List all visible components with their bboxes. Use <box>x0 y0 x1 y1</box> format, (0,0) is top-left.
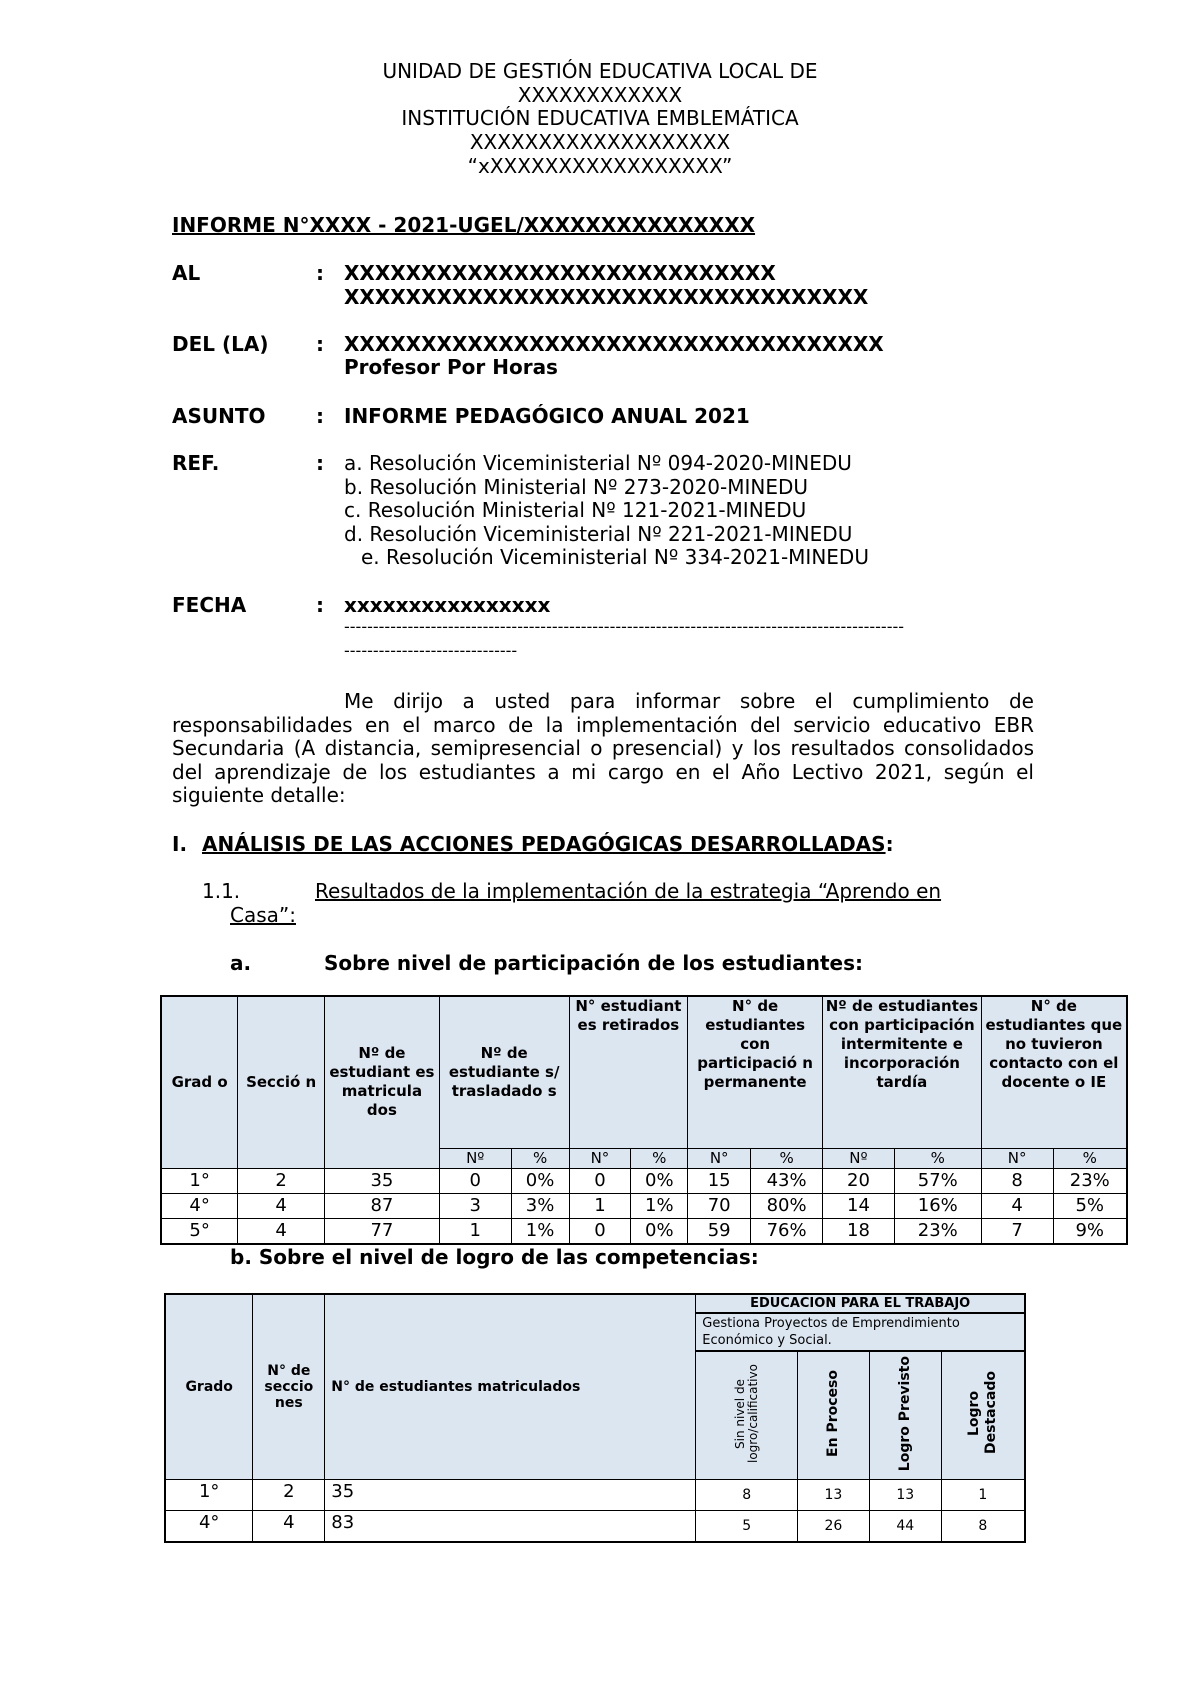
table-cell: 8 <box>941 1510 1025 1542</box>
table-cell: 57% <box>894 1168 981 1193</box>
t2-header-matriculados: N° de estudiantes matriculados <box>325 1294 696 1479</box>
table-cell: 3% <box>511 1193 569 1218</box>
table-cell: 70 <box>688 1193 751 1218</box>
ref-item-d: d. Resolución Viceministerial Nº 221-2021-MINEDU <box>344 522 853 546</box>
header-line-2: XXXXXXXXXXXX <box>517 83 683 107</box>
del-value-1: XXXXXXXXXXXXXXXXXXXXXXXXXXXXXXXXXXX <box>344 332 884 356</box>
ref-item-c: c. Resolución Ministerial Nº 121-2021-MINEDU <box>344 498 807 522</box>
fecha-colon: : <box>316 593 324 617</box>
section-1-heading <box>202 833 894 856</box>
table-cell: 77 <box>325 1218 440 1244</box>
al-colon: : <box>316 261 324 285</box>
table-cell: 0 <box>569 1168 631 1193</box>
del-colon: : <box>316 332 324 356</box>
item-a-letter: a. <box>230 951 252 975</box>
item-b-title: b. Sobre el nivel de logro de las competencias: <box>230 1245 759 1269</box>
subsection-number: 1.1. <box>202 879 241 903</box>
subheader-cell: Nº <box>439 1148 511 1168</box>
subheader-cell: % <box>511 1148 569 1168</box>
competencies-table <box>164 1293 1026 1543</box>
table-row <box>165 1479 1025 1510</box>
table-row <box>161 1193 1127 1218</box>
header-intermitente: Nº de estudiantes con participación intermitente e incorporación tardía <box>823 996 982 1148</box>
table-cell: 13 <box>798 1479 870 1510</box>
table-cell: 59 <box>688 1218 751 1244</box>
table-cell: 80% <box>751 1193 823 1218</box>
table-cell: 0 <box>439 1168 511 1193</box>
table-cell: 43% <box>751 1168 823 1193</box>
subheader-cell: N° <box>688 1148 751 1168</box>
table-cell: 1% <box>511 1218 569 1244</box>
table-cell: 0% <box>631 1218 688 1244</box>
table-cell: 5 <box>696 1510 798 1542</box>
table-cell: 20 <box>823 1168 895 1193</box>
table-cell: 1° <box>165 1479 253 1510</box>
table-cell: 4 <box>253 1510 325 1542</box>
table-cell: 0% <box>631 1168 688 1193</box>
table-cell: 3 <box>439 1193 511 1218</box>
t2-header-grado: Grado <box>165 1294 253 1479</box>
header-retirados: N° estudiant es retirados <box>569 996 688 1148</box>
table-cell: 1% <box>631 1193 688 1218</box>
separator-line-2: ------------------------------ <box>344 641 518 660</box>
intro-paragraph: Me dirijo a usted para informar sobre el cumplimiento de responsabilidades en el marco de la implementación del servicio educativo EBR Secundaria (A distancia, semipresencial o presencial) y los resultados consolidados del aprendizaje de los estudiantes a mi cargo en el Año Lectivo 2021, según el siguiente detalle: <box>172 689 1034 808</box>
header-grado: Grad o <box>161 996 238 1168</box>
t2-en-proceso-label: En Proceso <box>825 1369 842 1457</box>
table-cell: 35 <box>325 1479 696 1510</box>
header-sin-contacto: N° de estudiantes que no tuvieron contacto con el docente o IE <box>981 996 1127 1148</box>
table-cell: 7 <box>981 1218 1053 1244</box>
asunto-colon: : <box>316 404 324 428</box>
table-cell: 4° <box>161 1193 238 1218</box>
table-row <box>161 1168 1127 1193</box>
table-cell: 0 <box>569 1218 631 1244</box>
ref-label: REF. <box>172 451 220 475</box>
table-cell: 23% <box>894 1218 981 1244</box>
del-value-2: Profesor Por Horas <box>344 355 558 379</box>
t2-header-logro-previsto <box>869 1351 941 1479</box>
table-cell: 0% <box>511 1168 569 1193</box>
table-cell: 2 <box>238 1168 325 1193</box>
al-value-1: XXXXXXXXXXXXXXXXXXXXXXXXXXXX <box>344 261 776 285</box>
item-a-title: Sobre nivel de participación de los estudiantes: <box>324 951 863 975</box>
informe-title: INFORME N°XXXX - 2021-UGEL/XXXXXXXXXXXXXXX <box>172 213 756 237</box>
table-cell: 15 <box>688 1168 751 1193</box>
al-value-2: XXXXXXXXXXXXXXXXXXXXXXXXXXXXXXXXXX <box>344 285 869 309</box>
header-trasladados: Nº de estudiante s/ trasladado s <box>439 996 569 1148</box>
al-label: AL <box>172 261 201 285</box>
table-cell: 8 <box>696 1479 798 1510</box>
asunto-value: INFORME PEDAGÓGICO ANUAL 2021 <box>344 404 750 428</box>
table-cell: 1 <box>941 1479 1025 1510</box>
table-cell: 5° <box>161 1218 238 1244</box>
header-line-1: UNIDAD DE GESTIÓN EDUCATIVA LOCAL DE <box>382 59 818 83</box>
t2-header-logro-destacado <box>941 1351 1025 1479</box>
table-cell: 1 <box>569 1193 631 1218</box>
table-cell: 4° <box>165 1510 253 1542</box>
ref-item-e: e. Resolución Viceministerial Nº 334-2021-MINEDU <box>361 545 869 569</box>
header-line-5: “xXXXXXXXXXXXXXXXXX” <box>467 154 733 178</box>
t2-sin-nivel-label: Sin nivel de logro/calificativo <box>732 1364 760 1464</box>
t2-header-competencia: Gestiona Proyectos de Emprendimiento Económico y Social. <box>696 1313 1025 1351</box>
ref-item-a: a. Resolución Viceministerial Nº 094-2020-MINEDU <box>344 451 852 475</box>
table-row <box>165 1510 1025 1542</box>
subsection-title-2: Casa”: <box>230 903 296 927</box>
table-cell: 5% <box>1053 1193 1127 1218</box>
section-1-number: I. <box>172 832 188 856</box>
table-cell: 87 <box>325 1193 440 1218</box>
asunto-label: ASUNTO <box>172 404 266 428</box>
table-cell: 14 <box>823 1193 895 1218</box>
fecha-label: FECHA <box>172 593 247 617</box>
table-cell: 1 <box>439 1218 511 1244</box>
table-cell: 16% <box>894 1193 981 1218</box>
table-cell: 4 <box>981 1193 1053 1218</box>
table-cell: 76% <box>751 1218 823 1244</box>
header-line-4: XXXXXXXXXXXXXXXXXXX <box>469 130 731 154</box>
subheader-cell: N° <box>569 1148 631 1168</box>
table-cell: 8 <box>981 1168 1053 1193</box>
participation-table <box>160 995 1128 1245</box>
t2-logro-previsto-label: Logro Previsto <box>897 1355 914 1471</box>
section-1-colon: : <box>885 832 894 856</box>
subheader-cell: % <box>631 1148 688 1168</box>
table-cell: 13 <box>869 1479 941 1510</box>
header-matriculados: Nº de estudiant es matricula dos <box>325 996 440 1168</box>
header-line-3: INSTITUCIÓN EDUCATIVA EMBLEMÁTICA <box>401 106 799 130</box>
table-cell: 2 <box>253 1479 325 1510</box>
subheader-cell: Nº <box>823 1148 895 1168</box>
subsection-title-1: Resultados de la implementación de la estrategia “Aprendo en <box>315 879 942 903</box>
table-cell: 44 <box>869 1510 941 1542</box>
table-row <box>161 1218 1127 1244</box>
header-permanente: N° de estudiantes con participació n permanente <box>688 996 823 1148</box>
t2-header-sin-nivel <box>696 1351 798 1479</box>
table-cell: 9% <box>1053 1218 1127 1244</box>
t2-header-en-proceso <box>798 1351 870 1479</box>
section-1-title: ANÁLISIS DE LAS ACCIONES PEDAGÓGICAS DESARROLLADAS <box>202 832 886 856</box>
table-cell: 1° <box>161 1168 238 1193</box>
subheader-cell: N° <box>981 1148 1053 1168</box>
table-cell: 23% <box>1053 1168 1127 1193</box>
fecha-value: xxxxxxxxxxxxxxxx <box>344 593 551 617</box>
ref-item-b: b. Resolución Ministerial Nº 273-2020-MINEDU <box>344 475 809 499</box>
table-cell: 4 <box>238 1218 325 1244</box>
table-cell: 18 <box>823 1218 895 1244</box>
subheader-cell: % <box>1053 1148 1127 1168</box>
separator-line-1: ------------------------------------------------------------------------------------------------- <box>344 617 905 636</box>
del-label: DEL (LA) <box>172 332 269 356</box>
table-cell: 83 <box>325 1510 696 1542</box>
table-cell: 35 <box>325 1168 440 1193</box>
subheader-cell: % <box>751 1148 823 1168</box>
t2-header-area: EDUCACION PARA EL TRABAJO <box>696 1294 1025 1313</box>
ref-colon: : <box>316 451 324 475</box>
subheader-cell: % <box>894 1148 981 1168</box>
t2-logro-destacado-label: Logro Destacado <box>965 1371 999 1455</box>
t2-header-secciones: N° de seccio nes <box>253 1294 325 1479</box>
header-seccion: Secció n <box>238 996 325 1168</box>
table-cell: 4 <box>238 1193 325 1218</box>
table-cell: 26 <box>798 1510 870 1542</box>
